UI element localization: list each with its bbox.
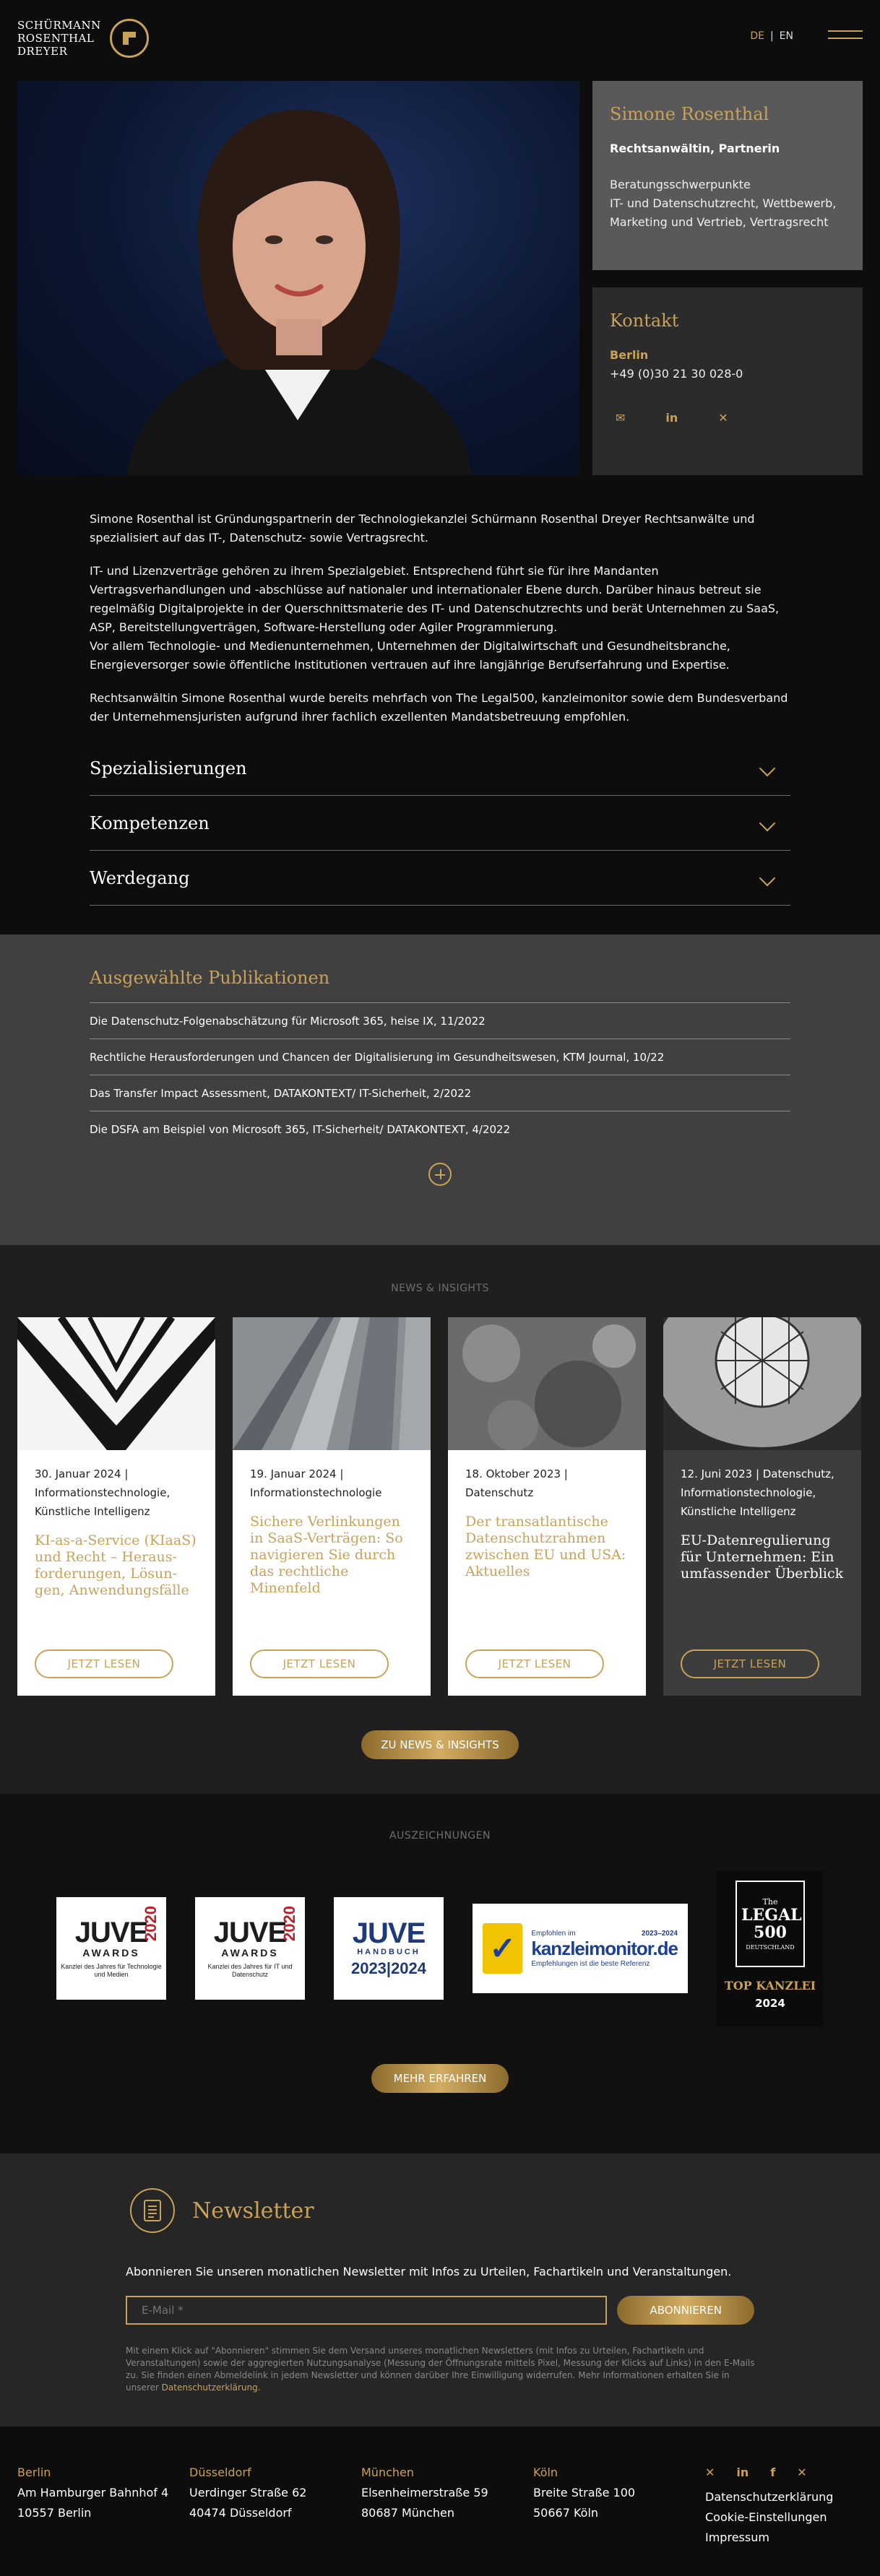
office-duesseldorf <box>189 2463 361 2540</box>
legal500-name: LEGAL 500 <box>741 1906 802 1942</box>
linkedin-icon[interactable]: in <box>736 2466 749 2479</box>
office-city: Düsseldorf <box>189 2466 251 2479</box>
news-section <box>0 1245 880 1794</box>
logo-line: ROSENTHAL <box>17 32 95 45</box>
lang-en[interactable]: EN <box>779 30 793 42</box>
profile-name: Simone Rosenthal <box>610 104 769 124</box>
km-brand: kanzleimonitor.de <box>531 1937 678 1959</box>
xing-icon[interactable]: ✕ <box>718 411 728 425</box>
newsletter-legal <box>126 2345 757 2394</box>
more-awards-button[interactable]: MEHR ERFAHREN <box>371 2064 509 2093</box>
linkedin-icon[interactable]: in <box>665 411 678 425</box>
office-zip: 50667 Köln <box>533 2506 599 2520</box>
read-button[interactable]: JETZT LESEN <box>465 1649 604 1678</box>
read-button[interactable]: JETZT LESEN <box>35 1649 173 1678</box>
publication-item[interactable]: Die DSFA am Beispiel von Microsoft 365, IT-Sicherheit/ DATAKONTEXT, 4/2022 <box>90 1111 790 1147</box>
all-news-button[interactable]: ZU NEWS & INSIGHTS <box>361 1730 519 1759</box>
biography <box>0 475 880 934</box>
read-button[interactable]: JETZT LESEN <box>681 1649 819 1678</box>
imprint-link[interactable]: Impressum <box>705 2531 769 2544</box>
contact-city: Berlin <box>610 348 649 362</box>
contact-card <box>592 287 863 475</box>
juve-text: Kanzlei des Jahres für Technologie und Medien <box>61 1963 162 1978</box>
contact-phone[interactable]: +49 (0)30 21 30 028-0 <box>610 367 743 381</box>
facebook-icon[interactable]: f <box>770 2466 776 2479</box>
profile-role: Rechtsanwältin, Partnerin <box>610 142 780 155</box>
check-icon: ✓ <box>483 1923 522 1974</box>
juve-year: 2020 <box>142 1906 160 1941</box>
bio-paragraph: Simone Rosenthal ist Gründungspartnerin der Technologiekanzlei Schürmann Rosenthal Dreyer Rechtsanwälte und spezialisiert auf das IT-, Datenschutz- sowie Vertragsrecht. <box>90 512 755 545</box>
juve-sub: HANDBUCH <box>357 1948 420 1956</box>
legal500-year: 2024 <box>755 1997 785 2010</box>
publication-item[interactable]: Das Transfer Impact Assessment, DATAKONTEXT/ IT-Sicherheit, 2/2022 <box>90 1075 790 1111</box>
logo-mark-icon <box>110 19 149 58</box>
xing-icon[interactable]: ✕ <box>705 2466 715 2479</box>
chevron-down-icon <box>759 869 776 886</box>
mail-icon[interactable]: ✉ <box>616 411 626 425</box>
cookie-settings-link[interactable]: Cookie-Einstellungen <box>705 2510 827 2524</box>
office-street: Elsenheimerstraße 59 <box>361 2486 488 2499</box>
legal500-country: DEUTSCHLAND <box>746 1944 795 1951</box>
news-card[interactable] <box>448 1317 646 1696</box>
profile-card <box>592 81 863 270</box>
juve-handbuch-badge <box>334 1897 444 2000</box>
news-image <box>17 1317 215 1450</box>
footer-links <box>705 2463 850 2544</box>
news-card[interactable] <box>233 1317 431 1696</box>
news-meta: 19. Januar 2024 | Informationstechnologie <box>250 1467 382 1499</box>
newsletter-section <box>0 2154 880 2427</box>
focus-label: Beratungsschwerpunkte <box>610 178 751 191</box>
focus-text: IT- und Datenschutzrecht, Wettbewerb, Marketing und Vertrieb, Vertragsrecht <box>610 196 837 229</box>
publication-item[interactable]: Rechtliche Herausforderungen und Chancen der Digitalisierung im Gesundheitswesen, KTM Journal, 10/22 <box>90 1038 790 1075</box>
awards-label: AUSZEICHNUNGEN <box>389 1830 491 1842</box>
juve-brand: JUVE <box>213 1917 287 1948</box>
accordion-title: Kompetenzen <box>90 812 210 833</box>
news-meta: 18. Oktober 2023 | Datenschutz <box>465 1467 568 1499</box>
contact-title: Kontakt <box>610 311 679 331</box>
news-title[interactable]: Der transatlantische Datenschutzrahmen zwischen EU und USA: Aktuelles <box>465 1514 626 1579</box>
contact-icons <box>610 411 845 425</box>
news-label: NEWS & INSIGHTS <box>391 1283 489 1294</box>
newsletter-icon <box>130 2188 175 2233</box>
juve-sub: AWARDS <box>221 1947 279 1959</box>
office-street: Breite Straße 100 <box>533 2486 636 2499</box>
legal-text: Mit einem Klick auf "Abonnieren" stimmen Sie dem Versand unseres monatlichen Newsletters (mit Infos zu Urteilen, Fachartikeln und Veranstaltungen) sowie der aggregierten Nutzungsanalyse (Messung der Öffnungsrate mittels Pixel, Messung der Klicks auf Links) in den E-Mails zu. Sie finden einen Abmeldelink in jedem Newsletter und können darüber Ihre Einwilligung widerrufen. Mehr Informationen erhalten Sie in unserer <box>126 2346 755 2393</box>
news-image <box>448 1317 646 1450</box>
juve-award-badge <box>195 1897 305 2000</box>
logo-text <box>17 19 101 58</box>
lang-separator: | <box>769 30 774 42</box>
logo-line: DREYER <box>17 45 68 58</box>
office-zip: 10557 Berlin <box>17 2506 92 2520</box>
news-card[interactable] <box>17 1317 215 1696</box>
office-zip: 40474 Düsseldorf <box>189 2506 292 2520</box>
news-image <box>663 1317 861 1450</box>
chevron-down-icon <box>759 760 776 776</box>
juve-year: 2020 <box>280 1906 298 1941</box>
bio-paragraph: Vor allem Technologie- und Medienunternehmen, Unternehmen der Digitalwirtschaft und Gesundheitsbranche, Energieversorger sowie öffentliche Institutionen vertrauen auf ihre langjährige Berufserfahrung und Expertise. <box>90 639 730 672</box>
publications-title: Ausgewählte Publikationen <box>90 968 330 988</box>
bio-paragraph: Rechtsanwältin Simone Rosenthal wurde bereits mehrfach von The Legal500, kanzleimonitor sowie dem Bundesverband der Unternehmensjuristen aufgrund ihrer fachlich exzellenten Mandatsbetreuung empfohlen. <box>90 691 788 724</box>
publication-item[interactable]: Die Datenschutz-Folgenabschätzung für Microsoft 365, heise IX, 11/2022 <box>90 1002 790 1038</box>
office-city: München <box>361 2466 415 2479</box>
accordion-werdegang[interactable] <box>90 851 790 906</box>
read-button[interactable]: JETZT LESEN <box>250 1649 389 1678</box>
juve-award-badge <box>56 1897 166 2000</box>
km-sub: Empfehlungen ist die beste Referenz <box>531 1959 650 1968</box>
logo-line: SCHÜRMANN <box>17 19 101 32</box>
office-street: Uerdinger Straße 62 <box>189 2486 307 2499</box>
accordion-kompetenzen[interactable] <box>90 796 790 851</box>
privacy-link[interactable]: Datenschutzerklärung. <box>161 2382 261 2393</box>
accordion-title: Werdegang <box>90 867 190 888</box>
office-city: Köln <box>533 2466 558 2479</box>
accordion-title: Spezialisierungen <box>90 758 247 779</box>
legal500-label: TOP KANZLEI <box>724 1979 816 1992</box>
office-city: Berlin <box>17 2466 51 2479</box>
juve-brand: JUVE <box>74 1917 148 1948</box>
menu-icon[interactable] <box>828 30 863 43</box>
juve-sub: AWARDS <box>82 1947 140 1959</box>
kanzleimonitor-badge <box>473 1904 688 1993</box>
news-meta: 12. Juni 2023 | Datenschutz, Informationstechnologie, Künstliche Intelligenz <box>681 1467 834 1518</box>
logo[interactable] <box>17 19 149 58</box>
load-more-icon[interactable] <box>428 1163 452 1186</box>
legal500-badge <box>717 1870 824 2026</box>
juve-brand: JUVE <box>352 1917 426 1949</box>
lang-de[interactable]: DE <box>750 30 764 42</box>
chevron-down-icon <box>759 815 776 831</box>
office-koeln <box>533 2463 705 2540</box>
office-berlin <box>17 2463 189 2540</box>
accordion-spezialisierungen[interactable] <box>90 741 790 796</box>
office-zip: 80687 München <box>361 2506 454 2520</box>
publications-section <box>0 934 880 1245</box>
news-title[interactable]: Sichere Verlinkungen in SaaS-Verträgen: So navigieren Sie durch das rechtliche Minenfeld <box>250 1514 403 1596</box>
legal500-the: The <box>762 1897 778 1907</box>
privacy-link[interactable]: Datenschutzerklärung <box>705 2490 834 2504</box>
email-input[interactable] <box>126 2296 607 2325</box>
x-twitter-icon[interactable]: ✕ <box>797 2466 807 2479</box>
subscribe-button[interactable]: ABONNIEREN <box>617 2296 754 2325</box>
office-street: Am Hamburger Bahnhof 4 <box>17 2486 169 2499</box>
news-card[interactable] <box>663 1317 861 1696</box>
site-header <box>0 0 880 75</box>
news-image <box>233 1317 431 1450</box>
awards-section <box>0 1794 880 2154</box>
newsletter-text: Abonnieren Sie unseren monatlichen Newsletter mit Infos zu Urteilen, Fachartikeln und Veranstaltungen. <box>126 2265 732 2278</box>
portrait-photo <box>17 81 579 475</box>
language-switcher <box>750 30 793 42</box>
office-muenchen <box>361 2463 533 2540</box>
juve-text: Kanzlei des Jahres für IT und Datenschutz <box>207 1963 293 1978</box>
news-title[interactable]: EU-Datenregulierung für Unternehmen: Ein umfassender Überblick <box>681 1532 844 1582</box>
profile-hero <box>0 75 880 475</box>
newsletter-title: Newsletter <box>192 2198 314 2224</box>
news-title[interactable]: KI-as-a-Service (KIaaS) und Recht – Herausforderungen, Lösungen, Anwendungsfälle <box>35 1532 197 1598</box>
news-meta: 30. Januar 2024 | Informationstechnologie, Künstliche Intelligenz <box>35 1467 171 1518</box>
site-footer <box>0 2427 880 2576</box>
km-years: 2023–2024 <box>641 1929 678 1938</box>
legal500-logo <box>736 1881 805 1967</box>
bio-paragraph: IT- und Lizenzverträge gehören zu ihrem Spezialgebiet. Entsprechend führt sie für ihre Mandanten Vertragsverhandlungen und -abschlüsse auf nationaler und internationaler Ebene durch. Darüber hinaus betreut sie regelmäßig Digitalprojekte in der Querschnittsmaterie des IT- und Datenschutzrechts und berät Unternehmen zu SaaS, ASP, Bereitstellungverträgen, Software-Herstellung oder Agiler Programmierung. <box>90 564 780 634</box>
juve-year: 2023|2024 <box>350 1959 427 1977</box>
km-top: Empfohlen im <box>531 1929 576 1938</box>
